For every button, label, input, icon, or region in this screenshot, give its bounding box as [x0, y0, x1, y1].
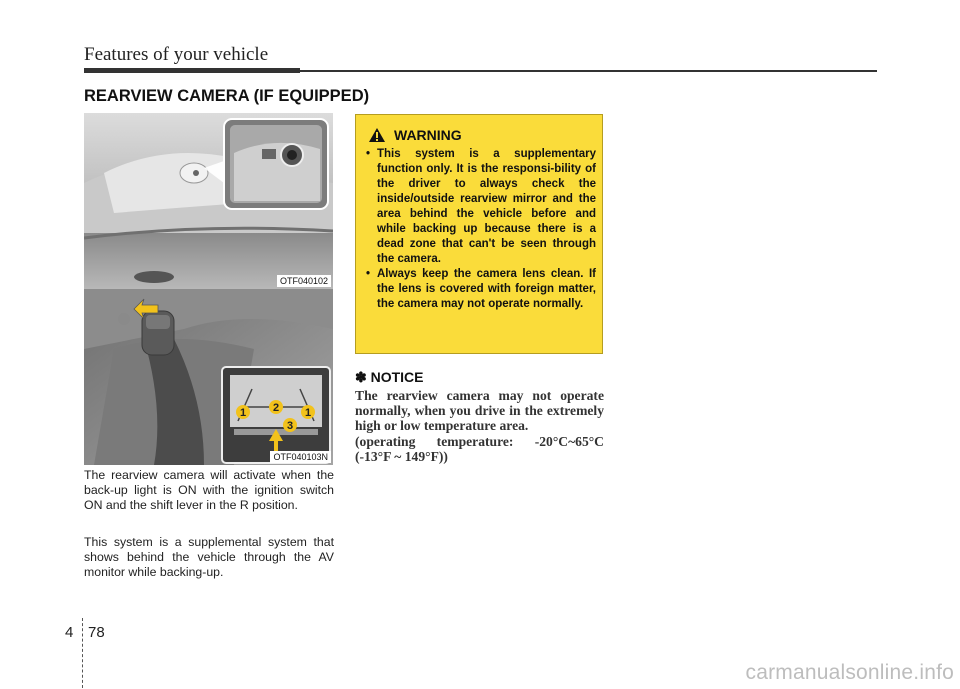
shift-lever-photo [84, 289, 333, 465]
warning-item: • This system is a supplementary function only. It is the responsi-bility of the driver to always check the inside/outside rearview mirror and the area behind the vehicle before and while backing up because there is a dead zone that can't be seen through the camera. [366, 148, 596, 265]
callout-1-right: 1 [304, 407, 312, 419]
warning-box [355, 114, 603, 354]
warning-triangle-icon [368, 127, 386, 143]
body-paragraph-1: The rearview camera will activate when the back-up light is ON with the ignition switch ON and the shift lever in the R position. [84, 468, 334, 512]
figure-code-top: OTF040102 [277, 275, 331, 287]
callout-1-left: 1 [239, 407, 247, 419]
body-paragraph-2: This system is a supplemental system that shows behind the vehicle through the AV monitor while backing-up. [84, 535, 334, 579]
footer-page-number: 78 [88, 624, 105, 641]
warning-list [364, 147, 596, 312]
warning-item: • Always keep the camera lens clean. If the lens is covered with foreign matter, the camera may not operate normally. [366, 268, 596, 310]
warning-title: WARNING [394, 127, 462, 143]
notice-heading: ✽ NOTICE [355, 369, 424, 385]
footer-divider [82, 618, 83, 688]
footer-section-number: 4 [65, 624, 74, 641]
header-rule-thick [84, 68, 300, 73]
notice-text [355, 388, 604, 464]
callout-2: 2 [272, 402, 280, 414]
watermark: carmanualsonline.info [745, 661, 954, 684]
notice-line-2: (operating temperature: -20°C~65°C (-13°F ~ 149°F)) [355, 433, 604, 464]
figure-code-bottom: OTF040103N [270, 451, 331, 463]
section-heading: REARVIEW CAMERA (IF EQUIPPED) [84, 87, 370, 105]
page-header-title: Features of your vehicle [84, 44, 269, 65]
callout-3: 3 [286, 420, 294, 432]
notice-line-1: The rearview camera may not operate normally, when you drive in the extremely high or low temperature area. [355, 388, 604, 434]
warning-header [368, 125, 462, 145]
rear-camera-photo [84, 113, 333, 289]
header-rule-thin [300, 70, 877, 72]
rear-camera-illustration [84, 113, 333, 289]
shift-lever-illustration [84, 289, 333, 465]
